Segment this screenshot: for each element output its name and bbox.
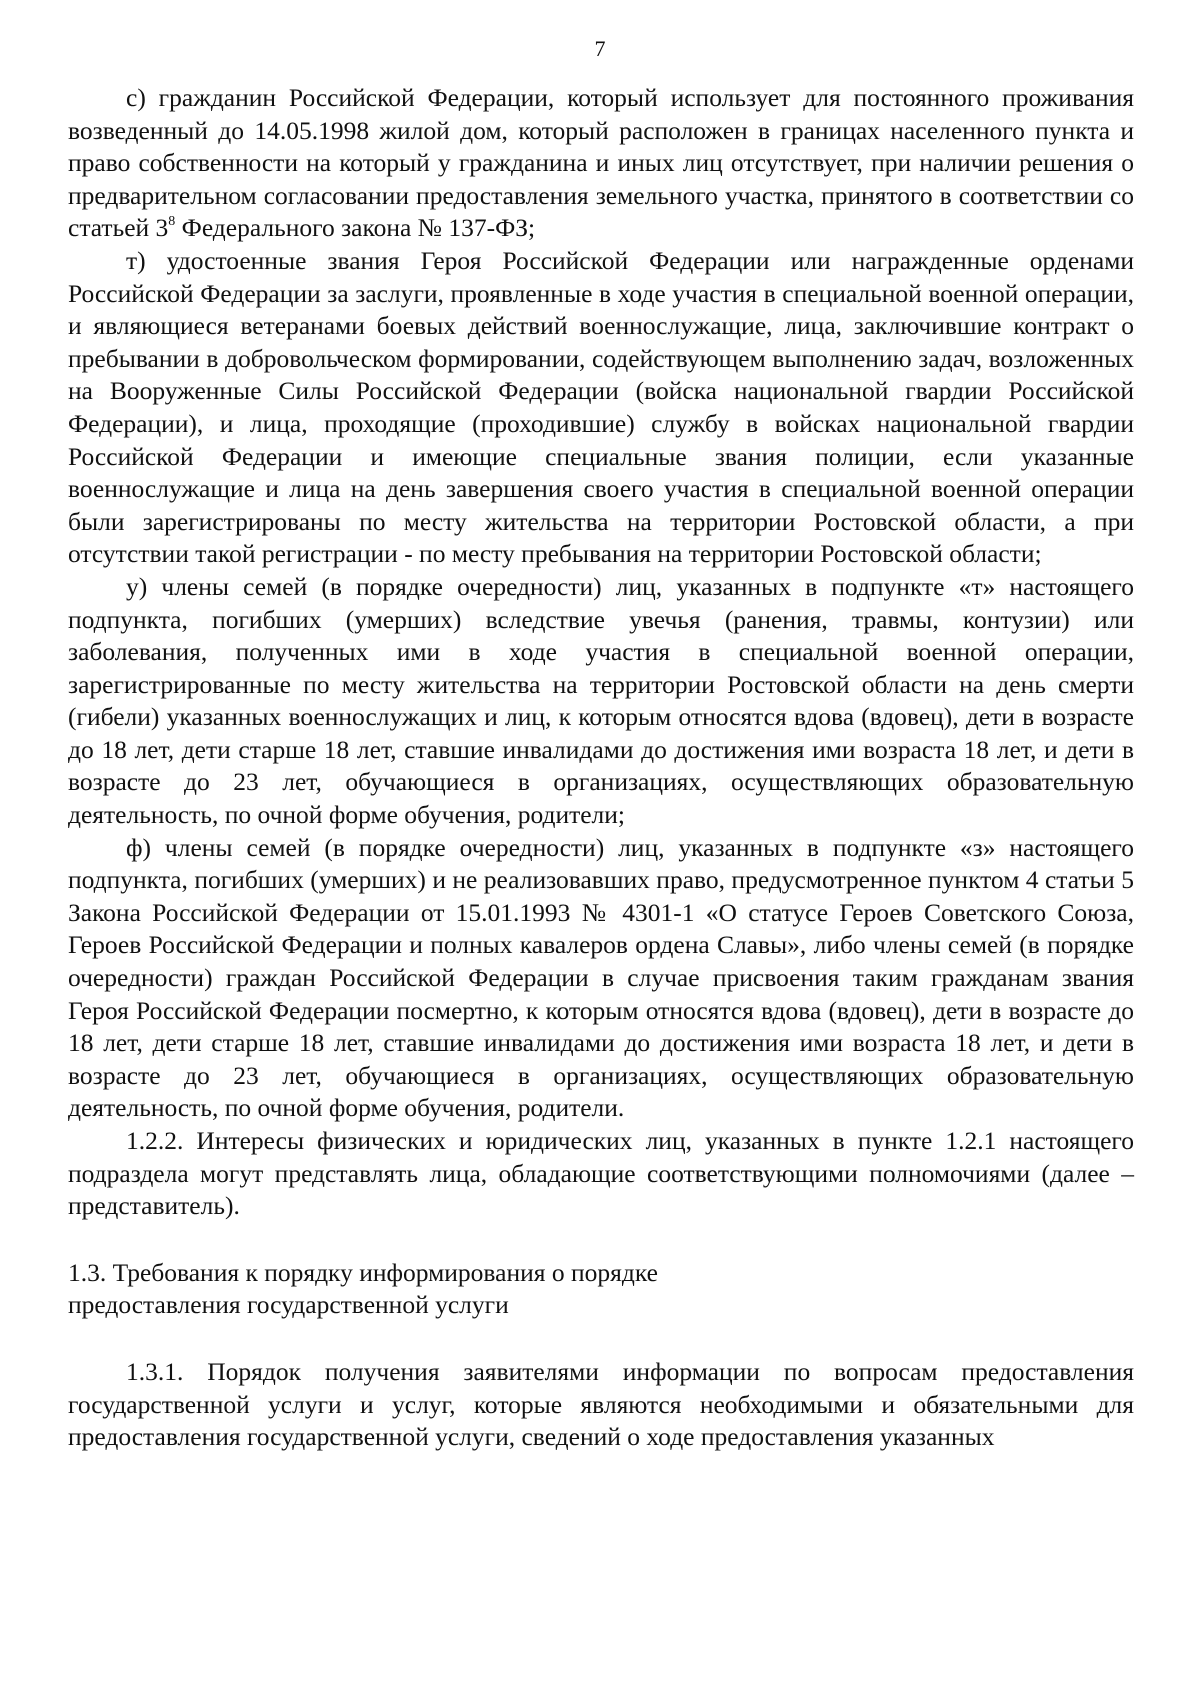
paragraph-subitem-t: т) удостоенные звания Героя Российской Федерации или награжденные орденами Российской Федерации за заслуги, проявленные в ходе участия в специальной военной операции, и являющиеся ветеранами боевых действий военнослужащие, лица, заключившие контракт о пребывании в добровольческом формировании, содействующем выполнению задач, возложенных на Вооруженные Силы Российской Федерации (войска национальной гвардии Российской Федерации), и лица, проходящие (проходившие) службу в войсках национальной гвардии Российской Федерации и имеющие специальные звания полиции, если указанные военнослужащие и лица на день завершения своего участия в специальной военной операции были зарегистрированы по месту жительства на территории Ростовской области, а при отсутствии такой регистрации - по месту пребывания на территории Ростовской области; [68, 245, 1134, 569]
superscript-article-number: 8 [168, 213, 176, 229]
paragraph-subitem-s [68, 82, 1134, 245]
paragraph-subitem-f: ф) члены семей (в порядке очередности) лиц, указанных в подпункте «з» настоящего подпункта, погибших (умерших) и не реализовавших право, предусмотренное пунктом 4 статьи 5 Закона Российской Федерации от 15.01.1993 № 4301-1 «О статусе Героев Советского Союза, Героев Российской Федерации и полных кавалеров ордена Славы», либо члены семей (в порядке очередности) граждан Российской Федерации в случае присвоения таким гражданам звания Героя Российской Федерации посмертно, к которым относятся вдова (вдовец), дети в возрасте до 18 лет, дети старше 18 лет, ставшие инвалидами до достижения ими возраста 18 лет, и дети в возрасте до 23 лет, обучающиеся в организациях, осуществляющих образовательную деятельность, по очной форме обучения, родители. [68, 832, 1134, 1123]
section-heading-line-2: предоставления государственной услуги [68, 1290, 509, 1320]
document-body [68, 82, 1134, 1454]
section-heading [68, 1257, 1134, 1322]
page-number: 7 [594, 36, 606, 61]
paragraph-subitem-u: у) члены семей (в порядке очередности) лиц, указанных в подпункте «т» настоящего подпункта, погибших (умерших) вследствие увечья (ранения, травмы, контузии) или заболевания, полученных ими в ходе участия в специальной военной операции, зарегистрированные по месту жительства на территории Ростовской области на день смерти (гибели) указанных военнослужащих и лиц, к которым относятся вдова (вдовец), дети в возрасте до 18 лет, дети старше 18 лет, ставшие инвалидами до достижения ими возраста 18 лет, и дети в возрасте до 23 лет, обучающиеся в организациях, осуществляющих образовательную деятельность, по очной форме обучения, родители; [68, 571, 1134, 830]
paragraph-subitem-s-tail: Федерального закона № 137-ФЗ; [175, 213, 536, 243]
paragraph-1-3-1: 1.3.1. Порядок получения заявителями информации по вопросам предоставления государственной услуги и услуг, которые являются необходимыми и обязательными для предоставления государственной услуги, сведений о ходе предоставления указанных [68, 1356, 1134, 1452]
paragraph-1-2-2: 1.2.2. Интересы физических и юридических лиц, указанных в пункте 1.2.1 настоящего подраздела могут представлять лица, обладающие соответствующими полномочиями (далее – представитель). [68, 1126, 1134, 1221]
paragraph-subitem-s-text: с) гражданин Российской Федерации, который использует для постоянного проживания возведенный до 14.05.1998 жилой дом, который расположен в границах населенного пункта и право собственности на который у гражданина и иных лиц отсутствует, при наличии решения о предварительном согласовании предоставления земельного участка, принятого в соответствии со статьей 3 [68, 83, 1134, 243]
section-heading-line-1: 1.3. Требования к порядку информирования о порядке [68, 1257, 658, 1287]
